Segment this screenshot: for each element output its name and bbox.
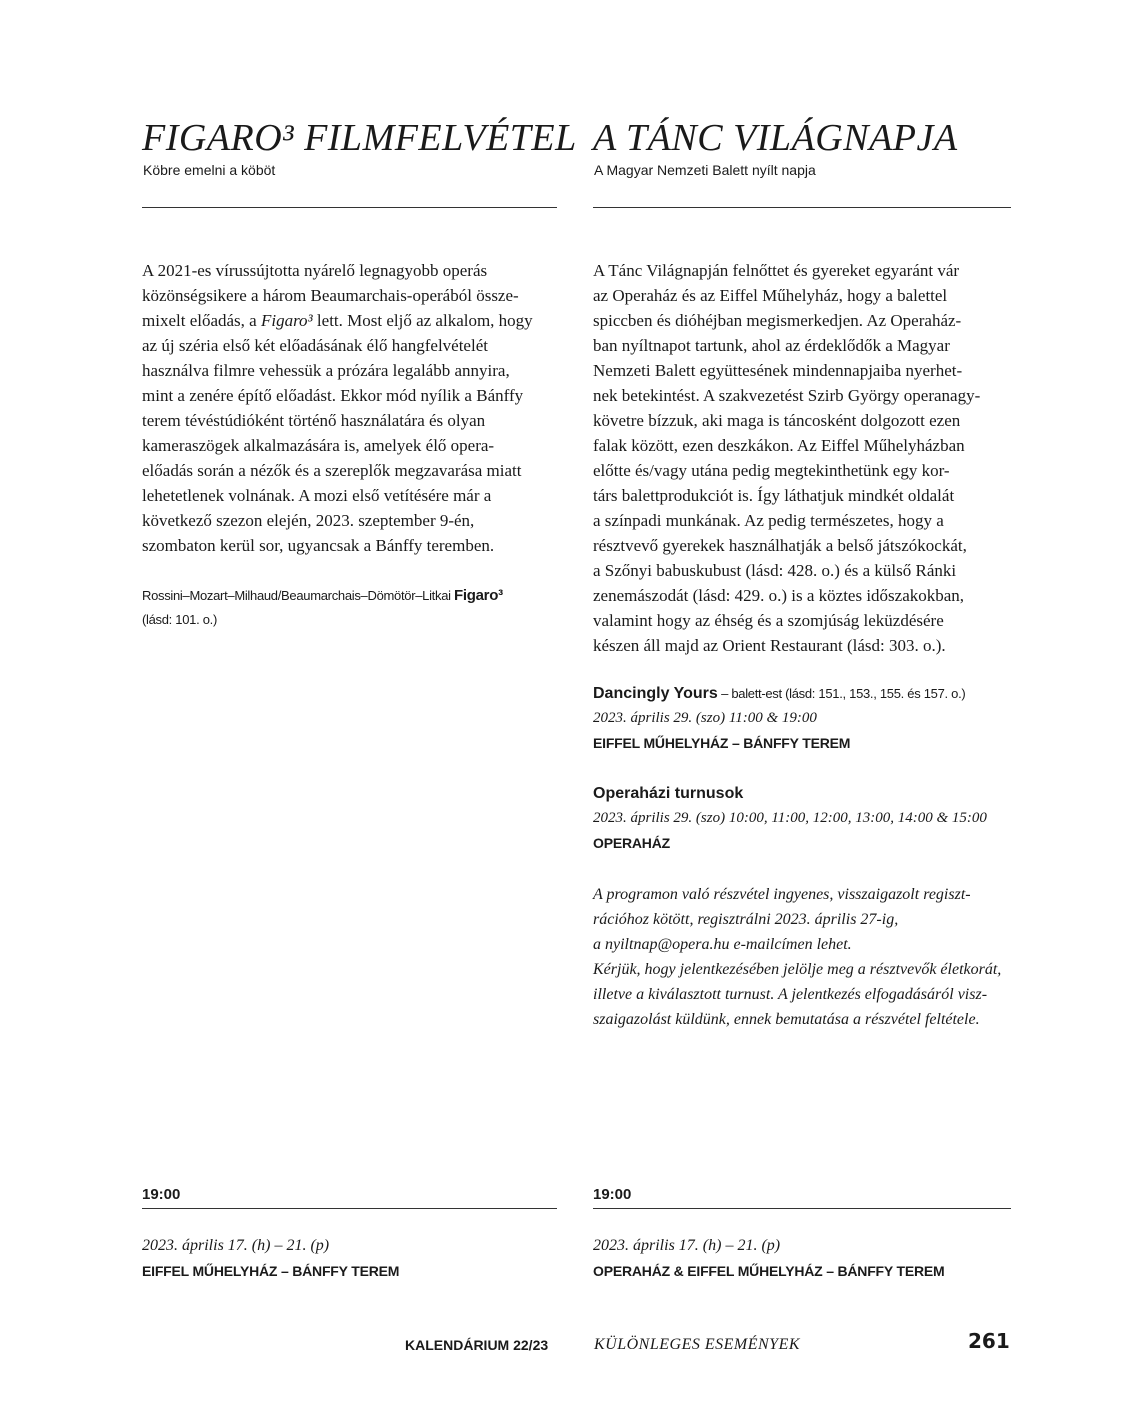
event-date: 2023. április 29. (szo) 11:00 & 19:00: [593, 710, 817, 726]
left-time-divider: [142, 1208, 557, 1209]
left-body-text: [142, 258, 560, 558]
event-dancingly-yours: [593, 681, 965, 756]
left-body-part-2: lett. Most eljő az alkalom, hogy az új széria első két előadásának élő hangfelvételét használva filmre vehessük a prózára legalább annyira, mint a zenére építő előadást. Ekkor mód nyílik a Bánffy terem tévéstúdióként történő használatára és olyan kameraszögek alkalmazására is, amelyek élő opera- előadás során a nézők és a szereplők megzavarása miatt lehetetlenek volnának. A mozi első vetítésére már a következő szezon elején, 2023. szeptember 9-én, szombaton kerül sor, ugyancsak a Bánffy teremben.: [142, 311, 533, 555]
event-name: Operaházi turnusok: [593, 785, 744, 802]
event-venue: OPERAHÁZ: [593, 835, 670, 851]
right-time: 19:00: [593, 1186, 632, 1203]
left-venue: EIFFEL MŰHELYHÁZ – BÁNFFY TEREM: [142, 1263, 400, 1279]
right-venue: OPERAHÁZ & EIFFEL MŰHELYHÁZ – BÁNFFY TEREM: [593, 1263, 945, 1279]
left-subtitle: Köbre emelni a köböt: [143, 162, 276, 178]
right-subtitle: A Magyar Nemzeti Balett nyílt napja: [594, 162, 816, 178]
right-body-text: A Tánc Világnapján felnőttet és gyereket egyaránt vár az Operaház és az Eiffel Műhelyház, hogy a balettel spiccben és dióhéjban megismerkedjen. Az Operaház- ban nyíltnapot tartunk, ahol az érdeklődők a Magyar Nemzeti Balett együttesének mindennapjaiba nyerhet- nek betekintést. A szakvezetést Szirb György operanagy- követre bízzuk, aki maga is táncosként dolgozott ezen falak között, ezen deszkákon. Az Eiffel Műhelyházban előtte és/vagy utána pedig megtekinthetünk egy kor- társ balettprodukciót is. Így láthatjuk mindkét oldalát a színpadi munkának. Az pedig természetes, hogy a résztvevő gyerekek használhatják a belső játszókockát, a Szőnyi babuskubust (lásd: 428. o.) és a külső Ránki zenemászodát (lásd: 429. o.) is a köztes időszakokban, valamint hogy az éhség és a szomjúság leküzdésére készen áll majd az Orient Restaurant (lásd: 303. o.).: [593, 261, 981, 655]
event-note: – balett-est (lásd: 151., 153., 155. és 157. o.): [717, 686, 966, 701]
right-time-divider: [593, 1208, 1011, 1209]
credit-title: Figaro³: [454, 587, 503, 604]
credit-authors: Rossini–Mozart–Milhaud/Beaumarchais–Dömötör–Litkai: [142, 588, 455, 603]
right-events: [593, 0, 1011, 1418]
credit-page-ref: (lásd: 101. o.): [142, 612, 217, 627]
left-time: 19:00: [142, 1186, 181, 1203]
page-number: 261: [968, 1329, 1010, 1353]
left-body-part-1: A 2021-es vírussújtotta nyárelő legnagyobb operás közönségsikere a három Beaumarchais-operából össze- mixelt előadás, a: [142, 261, 519, 330]
event-venue: EIFFEL MŰHELYHÁZ – BÁNFFY TEREM: [593, 735, 851, 751]
left-body-italic-title: Figaro³: [260, 311, 313, 330]
event-opera-tours: [593, 781, 987, 856]
event-name: Dancingly Yours: [593, 685, 718, 702]
right-date: 2023. április 17. (h) – 21. (p): [593, 1237, 781, 1254]
left-title: FIGARO³ FILMFELVÉTEL: [142, 117, 577, 159]
event-date: 2023. április 29. (szo) 10:00, 11:00, 12:00, 13:00, 14:00 & 15:00: [593, 810, 987, 826]
left-date: 2023. április 17. (h) – 21. (p): [142, 1237, 330, 1254]
registration-note: A programon való részvétel ingyenes, visszaigazolt regiszt- rációhoz kötött, regisztrálni 2023. április 27-ig, a nyiltnap@opera.hu e-mailcímen lehet. Kérjük, hogy jelentkezésében jelölje meg a résztvevők életkorát, illetve a kiválasztott turnust. A jelentkezés elfogadásáról visz- szaigazolást küldünk, ennek bemutatása a részvétel feltétele.: [593, 886, 1002, 1028]
left-header-divider: [142, 207, 557, 208]
right-title: A TÁNC VILÁGNAPJA: [593, 117, 958, 159]
footer-publication: KALENDÁRIUM 22/23: [405, 1337, 549, 1353]
footer-section-title: KÜLÖNLEGES ESEMÉNYEK: [594, 1336, 801, 1353]
left-credit: [142, 584, 503, 632]
